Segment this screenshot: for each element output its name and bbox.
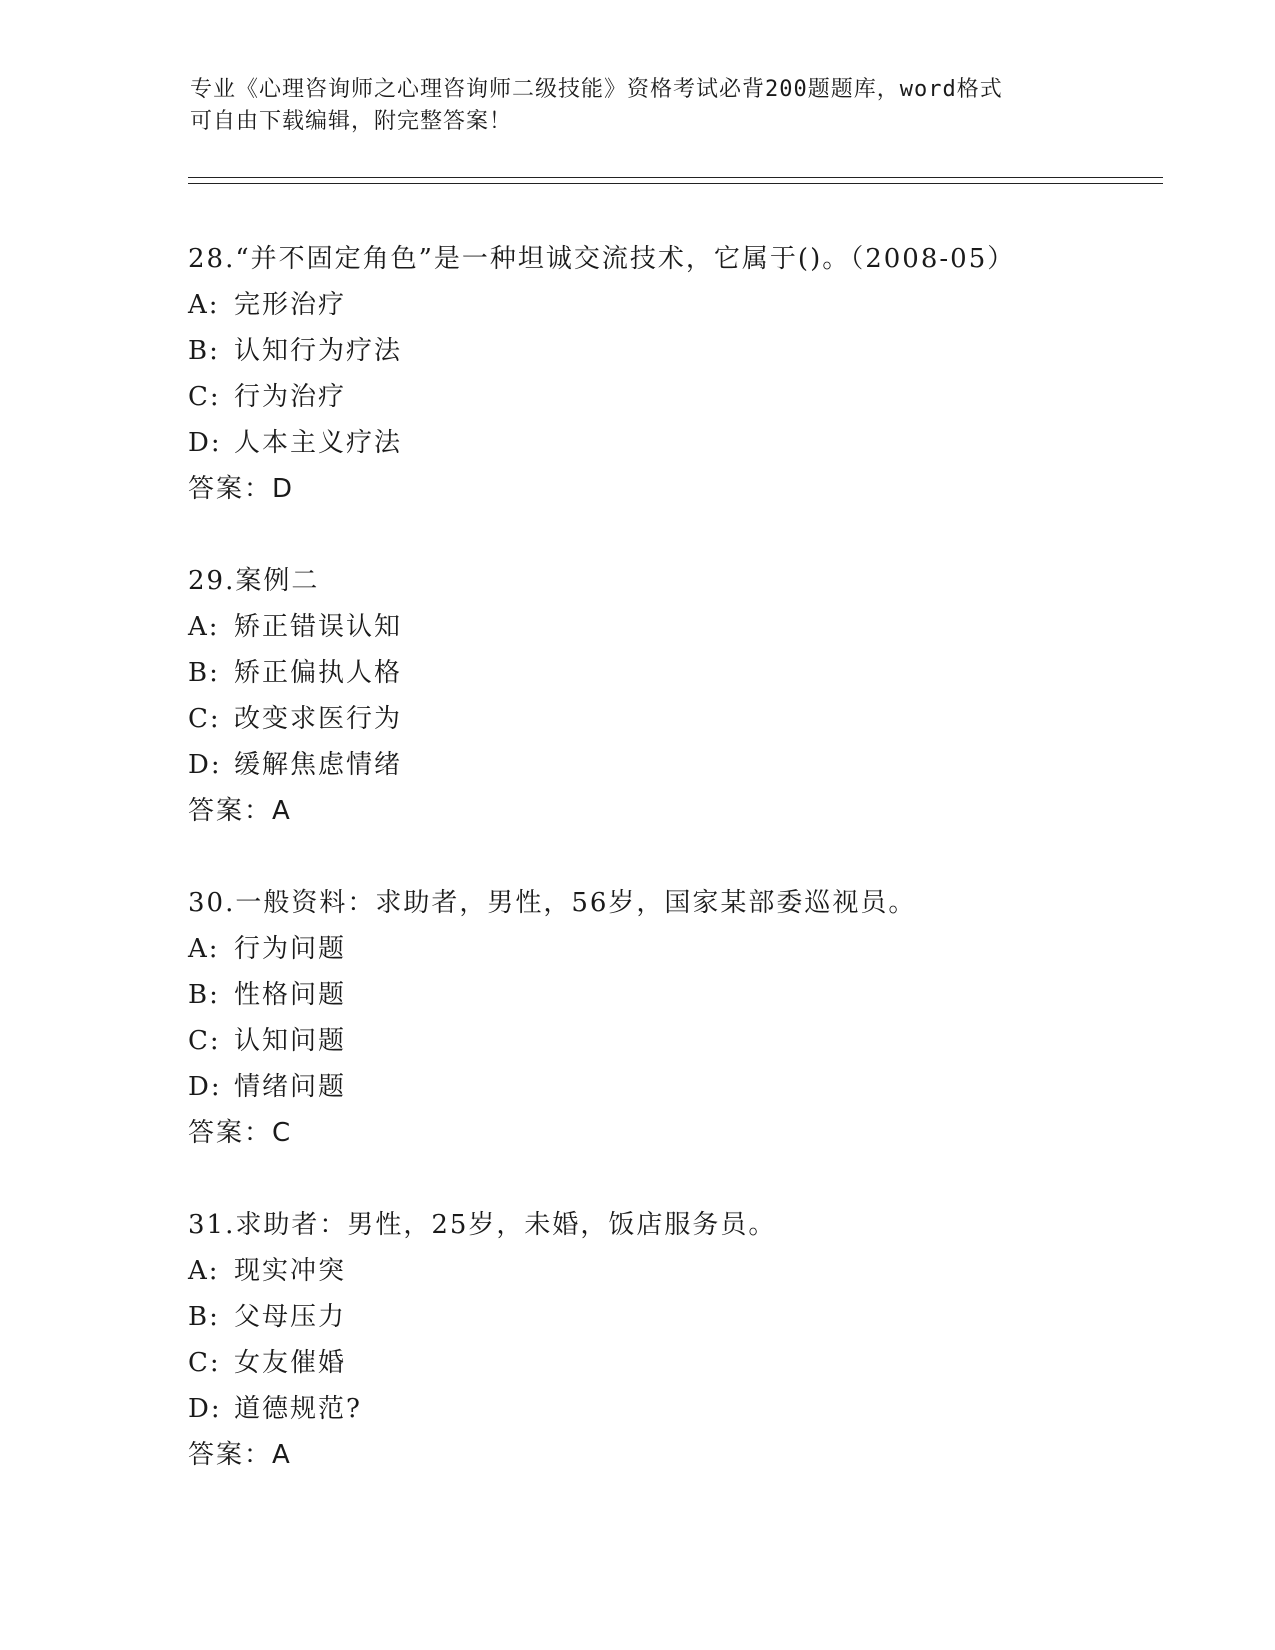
option-a [188, 282, 1168, 328]
question-31 [188, 1202, 1168, 1524]
option-letter: A: [188, 612, 220, 642]
option-text: 父母压力 [234, 1302, 347, 1332]
option-text: 性格问题 [234, 980, 347, 1010]
option-letter: A: [188, 290, 220, 320]
question-29 [188, 558, 1168, 880]
option-text: 完形治疗 [234, 290, 347, 320]
option-text: 情绪问题 [234, 1072, 347, 1102]
question-stem: 30.一般资料：求助者，男性，56岁，国家某部委巡视员。 [188, 888, 917, 918]
header-divider-bottom [188, 183, 1163, 184]
option-letter: D: [188, 1072, 222, 1102]
question-30 [188, 880, 1168, 1202]
answer-line: 答案：A [188, 1440, 292, 1470]
option-text: 认知行为疗法 [234, 336, 403, 366]
option-letter: C: [188, 704, 221, 734]
question-list [188, 236, 1168, 1524]
header-line-1: 专业《心理咨询师之心理咨询师二级技能》资格考试必背200题题库，word格式 [190, 77, 1003, 102]
option-text: 女友催婚 [234, 1348, 347, 1378]
option-text: 矫正错误认知 [234, 612, 403, 642]
option-text: 行为治疗 [234, 382, 347, 412]
option-d [188, 742, 1168, 788]
option-b [188, 650, 1168, 696]
option-text: 道德规范? [234, 1394, 362, 1424]
option-c [188, 1018, 1168, 1064]
option-letter: B: [188, 1302, 220, 1332]
option-letter: D: [188, 428, 222, 458]
option-letter: B: [188, 658, 220, 688]
question-28 [188, 236, 1168, 558]
option-letter: D: [188, 750, 222, 780]
option-a [188, 926, 1168, 972]
option-letter: A: [188, 934, 220, 964]
option-letter: B: [188, 336, 220, 366]
option-text: 缓解焦虑情绪 [234, 750, 403, 780]
question-stem: 31.求助者：男性，25岁，未婚，饭店服务员。 [188, 1210, 777, 1240]
option-d [188, 1386, 1168, 1432]
option-text: 认知问题 [234, 1026, 347, 1056]
option-b [188, 1294, 1168, 1340]
option-d [188, 420, 1168, 466]
document-header [190, 74, 1090, 138]
option-text: 人本主义疗法 [234, 428, 403, 458]
option-letter: C: [188, 382, 221, 412]
option-c [188, 374, 1168, 420]
option-b [188, 328, 1168, 374]
option-text: 矫正偏执人格 [234, 658, 403, 688]
question-stem: 29.案例二 [188, 566, 320, 596]
option-text: 现实冲突 [234, 1256, 347, 1286]
answer-line: 答案：D [188, 474, 295, 504]
option-a [188, 1248, 1168, 1294]
header-divider-top [188, 177, 1163, 178]
option-a [188, 604, 1168, 650]
option-letter: B: [188, 980, 220, 1010]
option-d [188, 1064, 1168, 1110]
answer-line: 答案：A [188, 796, 292, 826]
option-letter: D: [188, 1394, 222, 1424]
question-stem: 28.“并不固定角色”是一种坦诚交流技术，它属于()。（2008-05） [188, 244, 1016, 274]
answer-line: 答案：C [188, 1118, 293, 1148]
option-letter: C: [188, 1026, 221, 1056]
option-c [188, 696, 1168, 742]
option-letter: C: [188, 1348, 221, 1378]
option-text: 行为问题 [234, 934, 347, 964]
option-b [188, 972, 1168, 1018]
header-line-2: 可自由下载编辑，附完整答案！ [190, 109, 513, 134]
option-c [188, 1340, 1168, 1386]
option-letter: A: [188, 1256, 220, 1286]
option-text: 改变求医行为 [234, 704, 403, 734]
